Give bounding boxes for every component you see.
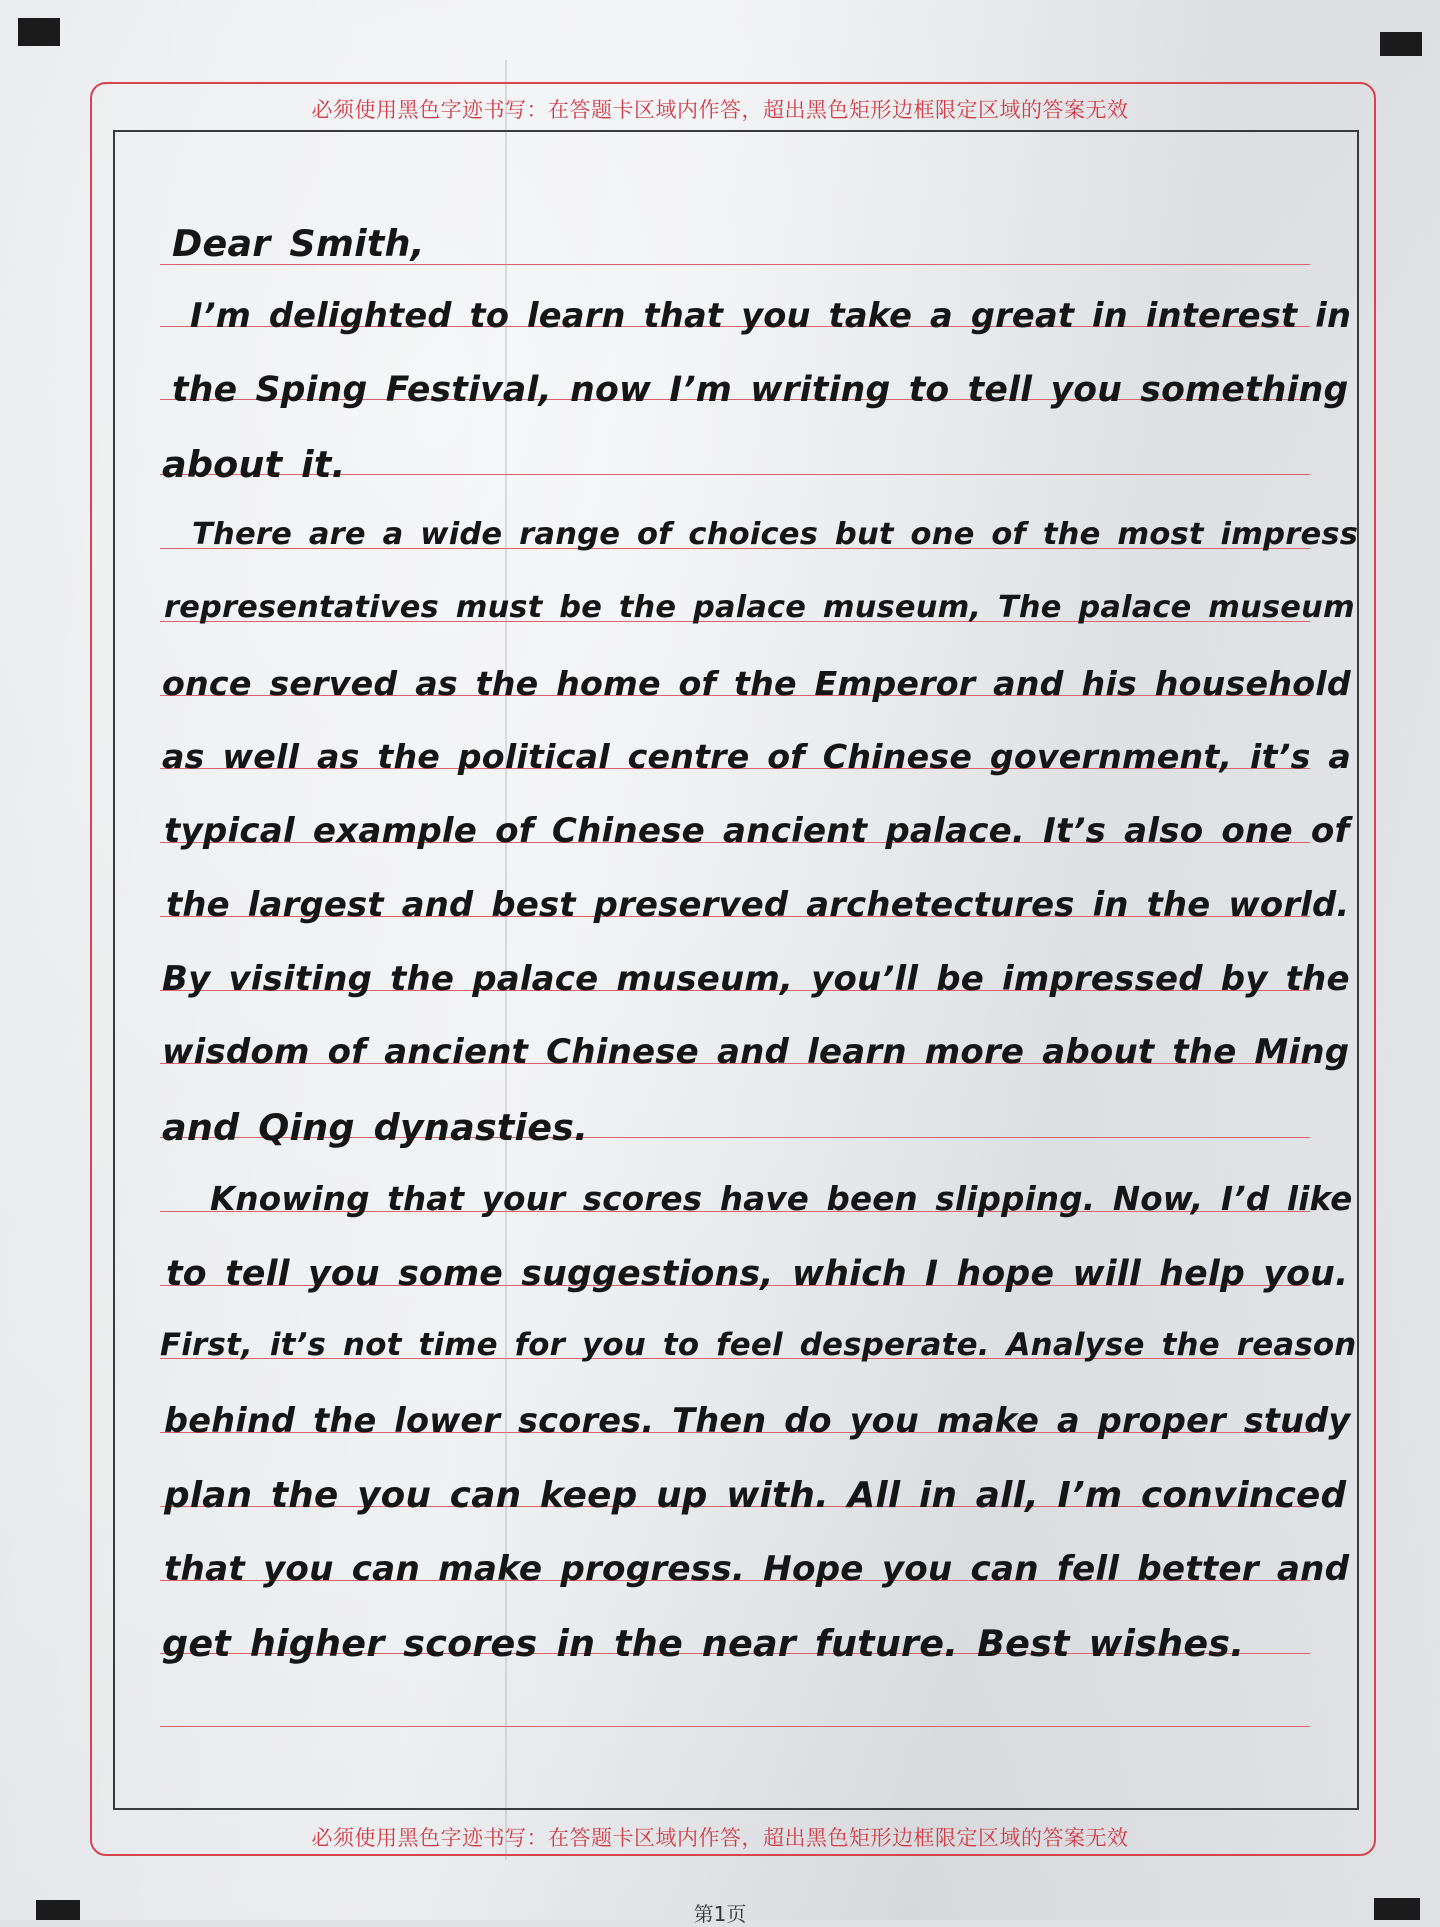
letter-line: the largest and best preserved archetectures in the world. — [166, 885, 1350, 924]
ruled-line — [160, 1726, 1310, 1727]
letter-line: behind the lower scores. Then do you make a proper study — [164, 1401, 1351, 1440]
letter-line: the Sping Festival, now I’m writing to tell you something — [172, 370, 1349, 410]
alignment-mark-top-right — [1380, 32, 1422, 56]
letter-line: about it. — [162, 443, 346, 486]
letter-line: representatives must be the palace museum, The palace museum — [164, 590, 1355, 625]
letter-line: to tell you some suggestions, which I hope will help you. — [166, 1254, 1349, 1294]
letter-line: There are a wide range of choices but one of the most impress — [192, 517, 1359, 552]
letter-line: wisdom of ancient Chinese and learn more about the Ming — [162, 1032, 1350, 1072]
letter-line: once served as the home of the Emperor and his household — [162, 664, 1351, 703]
letter-salutation: Dear Smith, — [172, 222, 425, 265]
letter-line: By visiting the palace museum, you’ll be impressed by the — [162, 959, 1350, 999]
letter-line: plan the you can keep up with. All in all, I’m convinced — [164, 1475, 1347, 1516]
letter-line: and Qing dynasties. — [162, 1106, 589, 1149]
letter-line: as well as the political centre of Chinese government, it’s a — [162, 737, 1351, 776]
bottom-notice: 必须使用黑色字迹书写：在答题卡区域内作答，超出黑色矩形边框限定区域的答案无效 — [311, 1826, 1129, 1850]
page-number: 第1页 — [693, 1902, 747, 1926]
letter-line: First, it’s not time for you to feel desperate. Analyse the reason — [160, 1327, 1357, 1363]
top-notice: 必须使用黑色字迹书写：在答题卡区域内作答，超出黑色矩形边框限定区域的答案无效 — [311, 98, 1129, 122]
letter-line: typical example of Chinese ancient palace. It’s also one of — [164, 811, 1350, 851]
letter-line: Knowing that your scores have been slipping. Now, I’d like — [210, 1180, 1353, 1218]
letter-line: get higher scores in the near future. Best wishes. — [162, 1622, 1245, 1665]
letter-line: I’m delighted to learn that you take a great in interest in — [190, 296, 1352, 335]
alignment-mark-top-left — [18, 18, 60, 46]
letter-line: that you can make progress. Hope you can fell better and — [164, 1549, 1350, 1589]
